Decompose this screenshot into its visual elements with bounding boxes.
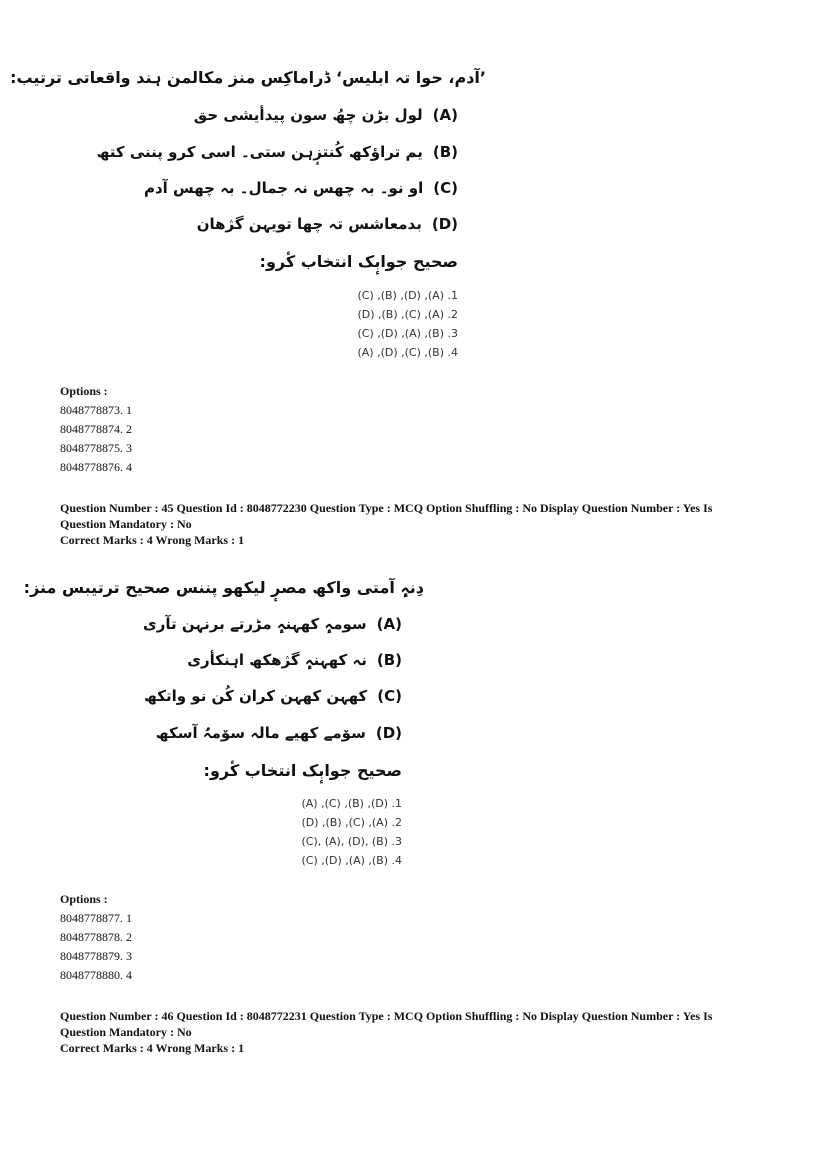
question-meta-line: Question Mandatory : No xyxy=(60,517,192,531)
answer-statement xyxy=(97,143,458,161)
choose-instruction: صحیح جوابٕک انتخاب کٔرو: xyxy=(259,252,458,271)
combination-line: (C) ,(B) ,(D) ,(A) .1 xyxy=(357,289,458,302)
question-meta xyxy=(60,1008,760,1056)
statement-text: سوٚمے کھیے مالہ سوٚمہُ آسکھ xyxy=(155,724,366,742)
statement-text: بدمعاشس تہ چھا تویہن گژھان xyxy=(196,215,422,233)
answer-statement xyxy=(143,615,402,633)
statement-tag: (A) xyxy=(376,615,402,633)
question-meta-line: Question Number : 45 Question Id : 8048772230 Question Type : MCQ Option Shuffling : No Display Question Number : Yes Is xyxy=(60,501,713,515)
answer-statement xyxy=(194,106,458,124)
question-stem: دِنہٕ آمتی واکھ مصرٕ لیکھو پننس صحیح ترتیبس منز: xyxy=(23,578,424,597)
statement-tag: (D) xyxy=(375,724,402,742)
statement-text: نہ کھہنہٕ گژھکھ اہنکأری xyxy=(187,651,367,669)
option-id: 8048778877. 1 xyxy=(60,911,132,925)
answer-statement xyxy=(187,651,402,669)
option-id: 8048778876. 4 xyxy=(60,460,132,474)
answer-statement xyxy=(144,687,402,705)
combination-line: (A) ,(C) ,(B) ,(D) .1 xyxy=(301,797,402,810)
statement-text: لول بڑن چھُ سون پیدأیشی حق xyxy=(193,106,423,124)
marks-line: Correct Marks : 4 Wrong Marks : 1 xyxy=(60,533,245,547)
option-id: 8048778878. 2 xyxy=(60,930,132,944)
options-label: Options : xyxy=(60,384,108,398)
statement-text: یم تراؤکھ کُنتزٕہن ستی۔ اسی کرو پننی کتھ xyxy=(96,143,423,161)
question-meta-line: Question Mandatory : No xyxy=(60,1025,192,1039)
statement-tag: (C) xyxy=(377,687,402,705)
statement-tag: (A) xyxy=(432,106,458,124)
statement-tag: (C) xyxy=(433,179,458,197)
option-id: 8048778879. 3 xyxy=(60,949,132,963)
question-stem: ’آدم، حوا تہ ابلیس‘ ڈراماکِس منز مکالمن ہند واقعاتی ترتیب: xyxy=(10,68,486,87)
answer-statement xyxy=(197,215,458,233)
question-meta-line: Question Number : 46 Question Id : 8048772231 Question Type : MCQ Option Shuffling : No Display Question Number : Yes Is xyxy=(60,1009,713,1023)
statement-text: کھہن کھہن کران کُن نو واتکھ xyxy=(144,687,368,705)
combination-line: (C) ,(D) ,(A) ,(B) .4 xyxy=(301,854,402,867)
answer-statement xyxy=(156,724,402,742)
combination-line: (C) ,(D) ,(A) ,(B) .3 xyxy=(357,327,458,340)
option-id: 8048778874. 2 xyxy=(60,422,132,436)
combination-line: (D) ,(B) ,(C) ,(A) .2 xyxy=(357,308,458,321)
choose-instruction: صحیح جوابٕک انتخاب کٔرو: xyxy=(203,761,402,780)
combination-line: (D) ,(B) ,(C) ,(A) .2 xyxy=(301,816,402,829)
marks-line: Correct Marks : 4 Wrong Marks : 1 xyxy=(60,1041,245,1055)
answer-combinations xyxy=(357,286,458,362)
statement-tag: (B) xyxy=(432,143,458,161)
answer-combinations xyxy=(301,794,402,870)
statement-tag: (D) xyxy=(431,215,458,233)
statement-tag: (B) xyxy=(376,651,402,669)
combination-line: (A) ,(D) ,(C) ,(B) .4 xyxy=(357,346,458,359)
options-label: Options : xyxy=(60,892,108,906)
statement-text: سومہٕ کھہنہٕ مڑرتے برنہن تآری xyxy=(143,615,367,633)
option-id: 8048778880. 4 xyxy=(60,968,132,982)
option-id: 8048778873. 1 xyxy=(60,403,132,417)
question-meta xyxy=(60,500,760,548)
combination-line: (C), (A), (D), (B) .3 xyxy=(301,835,402,848)
option-id: 8048778875. 3 xyxy=(60,441,132,455)
answer-statement xyxy=(144,179,458,197)
statement-text: او نو۔ بہ چھس نہ جمال۔ بہ چھس آدم xyxy=(143,179,424,197)
